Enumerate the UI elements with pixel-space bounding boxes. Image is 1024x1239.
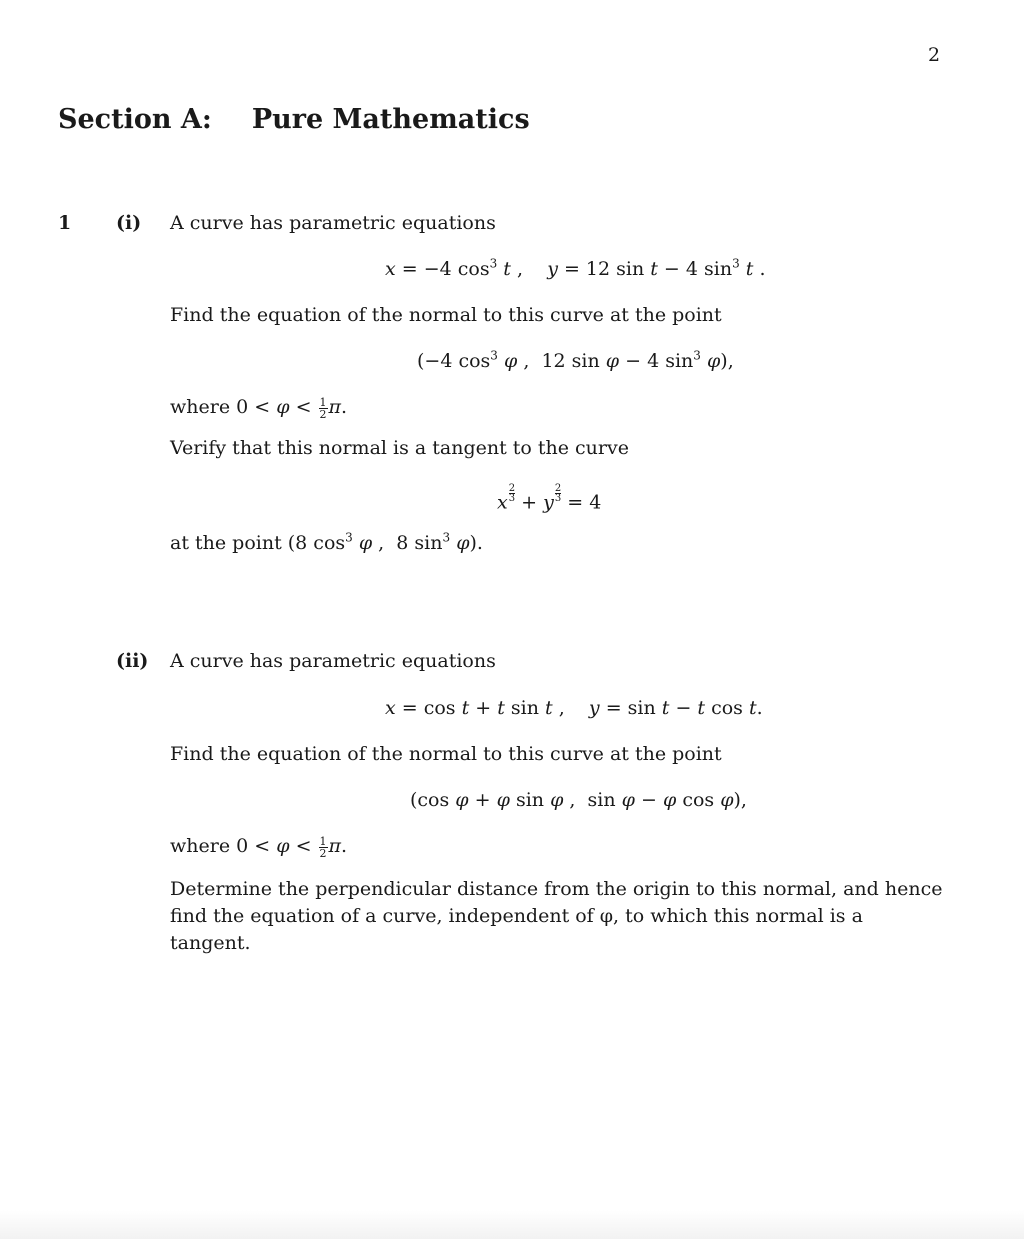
section-label: Section A: [58, 104, 212, 135]
part-i-point: (−4 $\cos^3 \varphi$ , 12 sin φ − 4 $\sin^3 \varphi$), [417, 348, 734, 372]
part-ii-intro: A curve has parametric equations [170, 650, 496, 672]
part-i-at-point-text: at the point [170, 532, 282, 554]
page-bottom-shade [0, 1210, 1024, 1239]
part-ii-parametric-equations: x = cos t + t sin t , y = sin t − t cos t. [385, 697, 763, 719]
part-i-where-word: where [170, 396, 231, 418]
part-i-find-normal: Find the equation of the normal to this curve at the point [170, 304, 722, 326]
page-number: 2 [928, 44, 941, 66]
section-title: Pure Mathematics [251, 104, 530, 135]
astroid-equation: x $\frac{2}{3}$ + y $\frac{2}{3}$ = 4 [497, 483, 602, 514]
part-ii-determine: Determine the perpendicular distance from the origin to this normal, and hence find the equation of a curve, independent of φ, to which this normal is a tangent. [170, 878, 943, 954]
part-i-verify: Verify that this normal is a tangent to the curve [170, 437, 629, 459]
part-ii-where-word: where [170, 835, 231, 857]
question-number: 1 [58, 212, 72, 234]
part-ii-label: (ii) [116, 650, 149, 672]
part-ii-where: where 0 < φ < $\frac{1}{2}$ π. [170, 834, 348, 860]
part-i-at-point: at the point (8 $\cos^3 \varphi$ , 8 $\sin^3 \varphi$). [170, 530, 483, 554]
part-i-intro: A curve has parametric equations [170, 212, 496, 234]
part-ii-point: (cos φ + φ sin φ , sin φ − φ cos φ), [410, 789, 747, 811]
part-i-label: (i) [116, 212, 142, 234]
part-i-parametric-equations: x = −4 $\cos^3 t$ , y = 12 sin t − 4 $\sin^3 t$ . [385, 256, 766, 280]
part-ii-find-normal: Find the equation of the normal to this curve at the point [170, 743, 722, 765]
part-i-where: where 0 < φ < $\frac{1}{2}$ π. [170, 395, 348, 421]
section-heading [58, 104, 530, 135]
